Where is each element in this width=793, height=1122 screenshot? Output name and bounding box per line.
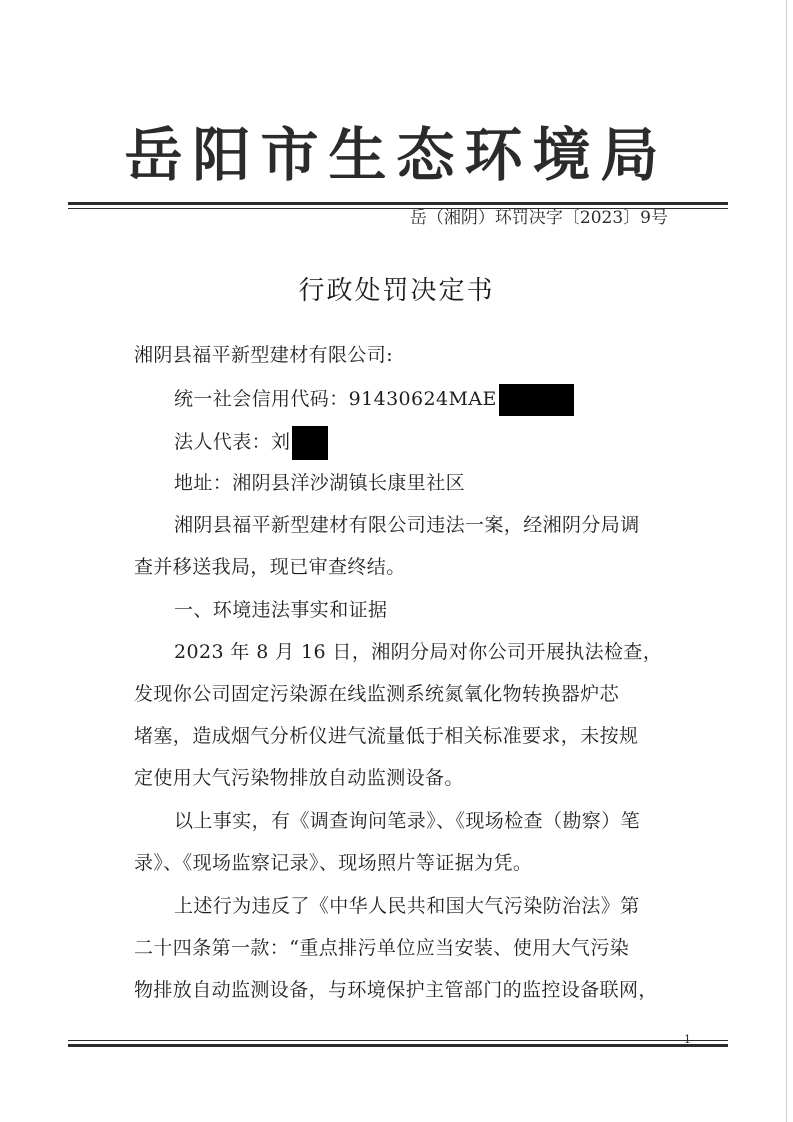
address-line: 地址：湘阴县洋沙湖镇长康里社区 <box>174 472 466 494</box>
document-title: 行政处罚决定书 <box>298 276 495 306</box>
party-name: 湘阴县福平新型建材有限公司: <box>134 344 394 366</box>
paragraph-line: 2023 年 8 月 16 日，湘阴分局对你公司开展执法检查， <box>174 641 663 663</box>
footer-rule-thick <box>68 1044 728 1047</box>
agency-header-title: 岳阳市生态环境局 <box>124 121 669 189</box>
redaction-box <box>292 426 328 460</box>
section-heading: 一、环境违法事实和证据 <box>174 599 388 621</box>
legal-rep-text: 法人代表：刘 <box>174 431 291 453</box>
paragraph-line: 物排放自动监测设备，与环境保护主管部门的监控设备联网， <box>134 979 658 1001</box>
paragraph-line: 定使用大气污染物排放自动监测设备。 <box>134 767 464 789</box>
legal-rep-line <box>174 426 328 460</box>
paragraph-line: 二十四条第一款：“重点排污单位应当安装、使用大气污染 <box>134 937 630 959</box>
paragraph-line: 上述行为违反了《中华人民共和国大气污染防治法》第 <box>174 895 640 917</box>
redaction-box <box>499 384 574 416</box>
footer-rule-thin <box>68 1040 728 1041</box>
paragraph-line: 查并移送我局，现已审查终结。 <box>134 556 406 578</box>
paragraph-line: 录》、《现场监察记录》、现场照片等证据为凭。 <box>134 852 533 874</box>
credit-code-text: 统一社会信用代码：91430624MAE <box>174 388 497 410</box>
paragraph-line: 发现你公司固定污染源在线监测系统氮氧化物转换器炉芯 <box>134 683 620 705</box>
paragraph-line: 湘阴县福平新型建材有限公司违法一案，经湘阴分局调 <box>174 514 640 536</box>
document-number: 岳（湘阴）环罚决字〔2023〕9号 <box>409 208 668 228</box>
paragraph-line: 堵塞，造成烟气分析仪进气流量低于相关标准要求，未按规 <box>134 725 639 747</box>
paragraph-line: 以上事实，有《调查询问笔录》、《现场检查（勘察）笔 <box>174 810 641 832</box>
credit-code-line <box>174 384 574 416</box>
page-number: 1 <box>684 1033 691 1046</box>
